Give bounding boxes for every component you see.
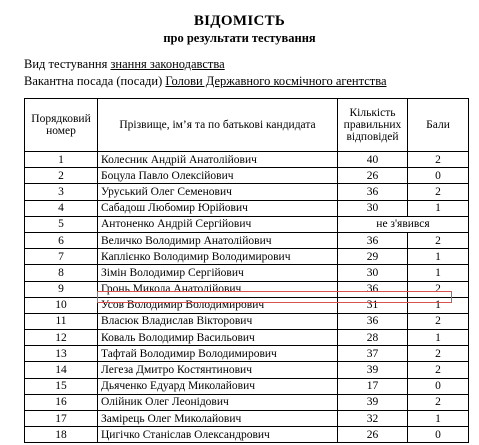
candidate-name: Коваль Володимир Васильович bbox=[98, 330, 338, 346]
table-row bbox=[25, 184, 469, 200]
candidate-name: Величко Володимир Анатолійович bbox=[98, 232, 338, 248]
table-row bbox=[25, 265, 469, 281]
correct-answers: 39 bbox=[338, 394, 408, 410]
candidate-name: Замірець Олег Миколайович bbox=[98, 411, 338, 427]
table-row bbox=[25, 362, 469, 378]
row-number: 18 bbox=[25, 427, 98, 443]
results-table bbox=[24, 98, 469, 443]
highlight-box bbox=[97, 291, 452, 303]
points: 2 bbox=[408, 313, 469, 329]
candidate-name: Антоненко Андрій Сергійович bbox=[98, 216, 338, 232]
candidate-name: Тафтай Володимир Володимирович bbox=[98, 346, 338, 362]
points: 2 bbox=[408, 394, 469, 410]
row-number: 5 bbox=[25, 216, 98, 232]
candidate-name: Каплієнко Володимир Володимирович bbox=[98, 249, 338, 265]
row-number: 15 bbox=[25, 378, 98, 394]
correct-answers: 26 bbox=[338, 168, 408, 184]
points: 2 bbox=[408, 152, 469, 168]
row-number: 12 bbox=[25, 330, 98, 346]
table-row bbox=[25, 232, 469, 248]
points: 0 bbox=[408, 427, 469, 443]
table-row bbox=[25, 411, 469, 427]
correct-answers: 30 bbox=[338, 265, 408, 281]
candidate-name: Зімін Володимир Сергійович bbox=[98, 265, 338, 281]
row-number: 16 bbox=[25, 394, 98, 410]
test-type-line bbox=[24, 57, 225, 72]
header-name: Прізвище, ім’я та по батькові кандидата bbox=[98, 99, 338, 152]
correct-answers: 36 bbox=[338, 232, 408, 248]
table-row bbox=[25, 216, 469, 232]
row-number: 4 bbox=[25, 200, 98, 216]
table-row bbox=[25, 427, 469, 443]
table-row bbox=[25, 200, 469, 216]
table-row bbox=[25, 313, 469, 329]
candidate-name: Колесник Андрій Анатолійович bbox=[98, 152, 338, 168]
correct-answers: 32 bbox=[338, 411, 408, 427]
table-row bbox=[25, 152, 469, 168]
candidate-name: Сабадош Любомир Юрійович bbox=[98, 200, 338, 216]
row-number: 11 bbox=[25, 313, 98, 329]
correct-answers: 36 bbox=[338, 281, 408, 297]
row-number: 6 bbox=[25, 232, 98, 248]
correct-answers: 26 bbox=[338, 427, 408, 443]
candidate-name: Боцула Павло Олексійович bbox=[98, 168, 338, 184]
row-number: 2 bbox=[25, 168, 98, 184]
row-number: 17 bbox=[25, 411, 98, 427]
correct-answers: 39 bbox=[338, 362, 408, 378]
table-row bbox=[25, 168, 469, 184]
correct-answers: 29 bbox=[338, 249, 408, 265]
correct-answers: 40 bbox=[338, 152, 408, 168]
test-type-value: знання законодавства bbox=[110, 57, 225, 71]
table-row bbox=[25, 346, 469, 362]
points: 0 bbox=[408, 168, 469, 184]
absent-status: не з'явився bbox=[338, 216, 469, 232]
row-number: 1 bbox=[25, 152, 98, 168]
candidate-name: Уруський Олег Семенович bbox=[98, 184, 338, 200]
test-type-label: Вид тестування bbox=[24, 57, 108, 71]
row-number: 3 bbox=[25, 184, 98, 200]
header-score: Кількість правильних відповідей bbox=[338, 99, 408, 152]
header-points: Бали bbox=[408, 99, 469, 152]
points: 2 bbox=[408, 281, 469, 297]
table-row bbox=[25, 249, 469, 265]
candidate-name: Дьяченко Едуард Миколайович bbox=[98, 378, 338, 394]
points: 1 bbox=[408, 249, 469, 265]
header-number: Порядковий номер bbox=[25, 99, 98, 152]
correct-answers: 36 bbox=[338, 184, 408, 200]
row-number: 7 bbox=[25, 249, 98, 265]
candidate-name: Усов Володимир Володимирович bbox=[98, 297, 338, 313]
position-value: Голови Державного космічного агентства bbox=[165, 74, 387, 88]
row-number: 10 bbox=[25, 297, 98, 313]
correct-answers: 37 bbox=[338, 346, 408, 362]
points: 1 bbox=[408, 297, 469, 313]
table-header-row bbox=[25, 99, 469, 152]
points: 1 bbox=[408, 200, 469, 216]
points: 2 bbox=[408, 362, 469, 378]
points: 2 bbox=[408, 346, 469, 362]
table-row bbox=[25, 330, 469, 346]
correct-answers: 31 bbox=[338, 297, 408, 313]
candidate-name: Гронь Микола Анатолійович bbox=[98, 281, 338, 297]
points: 2 bbox=[408, 232, 469, 248]
points: 1 bbox=[408, 265, 469, 281]
correct-answers: 28 bbox=[338, 330, 408, 346]
row-number: 8 bbox=[25, 265, 98, 281]
position-label: Вакантна посада (посади) bbox=[24, 74, 163, 88]
correct-answers: 30 bbox=[338, 200, 408, 216]
correct-answers: 17 bbox=[338, 378, 408, 394]
correct-answers: 36 bbox=[338, 313, 408, 329]
candidate-name: Легеза Дмитро Костянтинович bbox=[98, 362, 338, 378]
points: 1 bbox=[408, 411, 469, 427]
document-title: ВІДОМІСТЬ bbox=[193, 13, 286, 29]
table-row bbox=[25, 394, 469, 410]
points: 0 bbox=[408, 378, 469, 394]
points: 2 bbox=[408, 184, 469, 200]
table-row bbox=[25, 378, 469, 394]
document-subtitle: про результати тестування bbox=[163, 31, 316, 45]
row-number: 13 bbox=[25, 346, 98, 362]
candidate-name: Цигічко Станіслав Олександрович bbox=[98, 427, 338, 443]
candidate-name: Олійник Олег Леонідович bbox=[98, 394, 338, 410]
points: 1 bbox=[408, 330, 469, 346]
row-number: 14 bbox=[25, 362, 98, 378]
row-number: 9 bbox=[25, 281, 98, 297]
position-line bbox=[24, 74, 387, 89]
candidate-name: Власюк Владислав Вікторович bbox=[98, 313, 338, 329]
